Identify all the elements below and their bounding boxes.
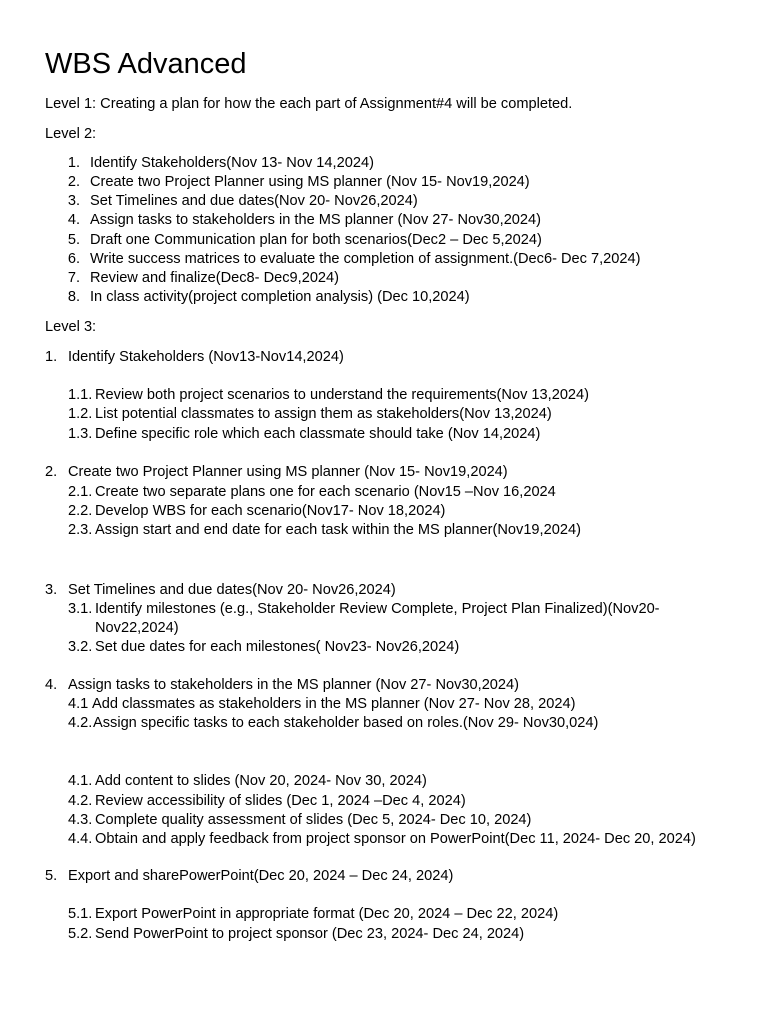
- list-item: Identify Stakeholders(Nov 13- Nov 14,2024): [90, 155, 374, 171]
- list-item: Create two Project Planner using MS planner (Nov 15- Nov19,2024): [90, 174, 530, 190]
- list-item-number: 5.: [67, 232, 80, 248]
- sub-item: Develop WBS for each scenario(Nov17- Nov 18,2024): [95, 503, 446, 519]
- list-item: Review and finalize(Dec8- Dec9,2024): [90, 270, 340, 286]
- sub-item: Create two separate plans one for each scenario (Nov15 –Nov 16,2024: [95, 484, 556, 500]
- sub-item-number: 4.1.: [68, 773, 93, 789]
- sub-item-number: 1.3.: [68, 426, 93, 442]
- sub-item-number: 4.2.: [68, 793, 93, 809]
- sub-item: Assign specific tasks to each stakeholder based on roles.(Nov 29- Nov30,024): [93, 715, 599, 731]
- sub-item: Set due dates for each milestones( Nov23- Nov26,2024): [95, 639, 460, 655]
- list-item: Set Timelines and due dates(Nov 20- Nov26,2024): [90, 193, 418, 209]
- document-title: WBS Advanced: [45, 48, 247, 80]
- sub-item: Identify milestones (e.g., Stakeholder Review Complete, Project Plan Finalized)(Nov20-: [95, 601, 660, 617]
- sub-item-number: 5.2.: [68, 926, 93, 942]
- sub-item: Export PowerPoint in appropriate format (Dec 20, 2024 – Dec 22, 2024): [95, 906, 559, 922]
- list-item-number: 7.: [67, 270, 80, 286]
- list-item-number: 3.: [67, 193, 80, 209]
- list-item: Write success matrices to evaluate the completion of assignment.(Dec6- Dec 7,2024): [90, 251, 641, 267]
- section-number: 3.: [45, 582, 58, 598]
- sub-item-number: 5.1.: [68, 906, 93, 922]
- section-number: 2.: [45, 464, 58, 480]
- sub-item: List potential classmates to assign them as stakeholders(Nov 13,2024): [95, 406, 552, 422]
- section-heading: Export and sharePowerPoint(Dec 20, 2024 – Dec 24, 2024): [68, 868, 454, 884]
- section-number: 4.: [45, 677, 58, 693]
- section-heading: Create two Project Planner using MS planner (Nov 15- Nov19,2024): [68, 464, 508, 480]
- list-item: Assign tasks to stakeholders in the MS planner (Nov 27- Nov30,2024): [90, 212, 542, 228]
- sub-item-number: 4.4.: [68, 831, 93, 847]
- sub-item: Complete quality assessment of slides (Dec 5, 2024- Dec 10, 2024): [95, 812, 532, 828]
- sub-item: Obtain and apply feedback from project sponsor on PowerPoint(Dec 11, 2024- Dec 20, 2024): [95, 831, 696, 847]
- list-item: In class activity(project completion analysis) (Dec 10,2024): [90, 289, 470, 305]
- sub-item-number: 4.1: [68, 696, 89, 712]
- sub-item-number: 2.2.: [68, 503, 93, 519]
- sub-item-number: 3.2.: [68, 639, 93, 655]
- section-heading: Identify Stakeholders (Nov13-Nov14,2024): [68, 349, 344, 365]
- sub-item: Assign start and end date for each task within the MS planner(Nov19,2024): [95, 522, 581, 538]
- section-heading: Set Timelines and due dates(Nov 20- Nov26,2024): [68, 582, 396, 598]
- list-item: Draft one Communication plan for both scenarios(Dec2 – Dec 5,2024): [90, 232, 542, 248]
- list-item-number: 2.: [67, 174, 80, 190]
- sub-item: Review both project scenarios to understand the requirements(Nov 13,2024): [95, 387, 590, 403]
- sub-item-number: 1.2.: [68, 406, 93, 422]
- list-item-number: 8.: [67, 289, 80, 305]
- section-number: 5.: [45, 868, 58, 884]
- sub-item-number: 2.1.: [68, 484, 93, 500]
- level3-label: Level 3:: [45, 319, 97, 335]
- level2-label: Level 2:: [45, 126, 97, 142]
- section-number: 1.: [45, 349, 58, 365]
- level1-text: Level 1: Creating a plan for how the each part of Assignment#4 will be completed.: [45, 96, 573, 112]
- sub-item: Review accessibility of slides (Dec 1, 2024 –Dec 4, 2024): [95, 793, 466, 809]
- sub-item: Define specific role which each classmate should take (Nov 14,2024): [95, 426, 541, 442]
- list-item-number: 6.: [67, 251, 80, 267]
- sub-item-number: 4.2.: [68, 715, 93, 731]
- sub-item-continuation: Nov22,2024): [95, 620, 179, 636]
- sub-item-number: 4.3.: [68, 812, 93, 828]
- sub-item-number: 3.1.: [68, 601, 93, 617]
- sub-item: Add content to slides (Nov 20, 2024- Nov 30, 2024): [95, 773, 427, 789]
- sub-item: Add classmates as stakeholders in the MS planner (Nov 27- Nov 28, 2024): [92, 696, 576, 712]
- sub-item-number: 2.3.: [68, 522, 93, 538]
- list-item-number: 4.: [67, 212, 80, 228]
- list-item-number: 1.: [67, 155, 80, 171]
- sub-item: Send PowerPoint to project sponsor (Dec 23, 2024- Dec 24, 2024): [95, 926, 525, 942]
- section-heading: Assign tasks to stakeholders in the MS planner (Nov 27- Nov30,2024): [68, 677, 520, 693]
- sub-item-number: 1.1.: [68, 387, 93, 403]
